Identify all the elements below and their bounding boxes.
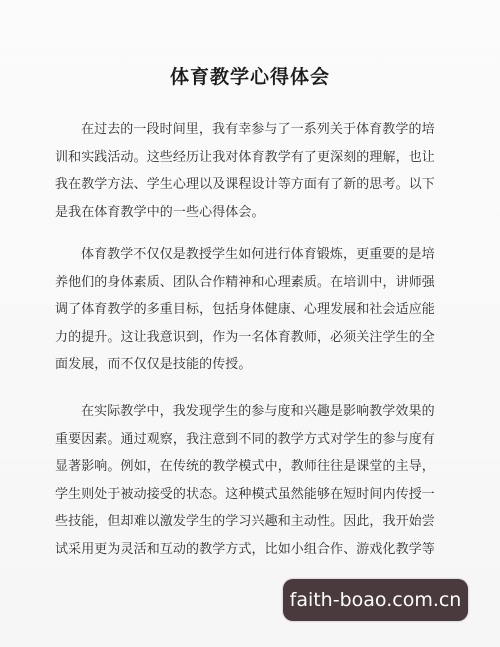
text-line: 试采用更为灵活和互动的教学方式，比如小组合作、游戏化教学等 bbox=[55, 541, 435, 557]
text-line: 是我在体育教学中的一些心得体会。 bbox=[55, 204, 265, 220]
site-watermark: faith-boao.com.cn bbox=[283, 579, 468, 621]
text-line: 些技能，但却难以激发学生的学习兴趣和主动性。因此，我开始尝 bbox=[55, 514, 435, 530]
text-line: 训和实践活动。这些经历让我对体育教学有了更深刻的理解，也让 bbox=[55, 149, 435, 165]
paragraph-3 bbox=[55, 398, 445, 564]
text-line: 学生则处于被动接受的状态。这种模式虽然能够在短时间内传授一 bbox=[55, 486, 435, 502]
text-line: 我在教学方法、学生心理以及课程设计等方面有了新的思考。以下 bbox=[55, 177, 435, 193]
paragraph-2 bbox=[55, 241, 445, 379]
text-line: 在实际教学中，我发现学生的参与度和兴趣是影响教学效果的 bbox=[81, 404, 435, 419]
text-line: 显著影响。例如，在传统的教学模式中，教师往往是课堂的主导， bbox=[55, 459, 435, 475]
text-line: 体育教学不仅仅是教授学生如何进行体育锻炼，更重要的是培 bbox=[81, 247, 435, 262]
text-line: 重要因素。通过观察，我注意到不同的教学方式对学生的参与度有 bbox=[55, 431, 435, 447]
document-title: 体育教学心得体会 bbox=[169, 66, 330, 88]
text-line: 在过去的一段时间里，我有幸参与了一系列关于体育教学的培 bbox=[81, 122, 435, 137]
text-line: 调了体育教学的多重目标，包括身体健康、心理发展和社会适应能 bbox=[55, 302, 435, 318]
text-line: 力的提升。这让我意识到，作为一名体育教师，必须关注学生的全 bbox=[55, 329, 435, 345]
text-line: 养他们的身体素质、团队合作精神和心理素质。在培训中，讲师强 bbox=[55, 274, 435, 290]
text-line: 面发展，而不仅仅是技能的传授。 bbox=[55, 357, 252, 373]
paragraph-1 bbox=[55, 116, 445, 226]
